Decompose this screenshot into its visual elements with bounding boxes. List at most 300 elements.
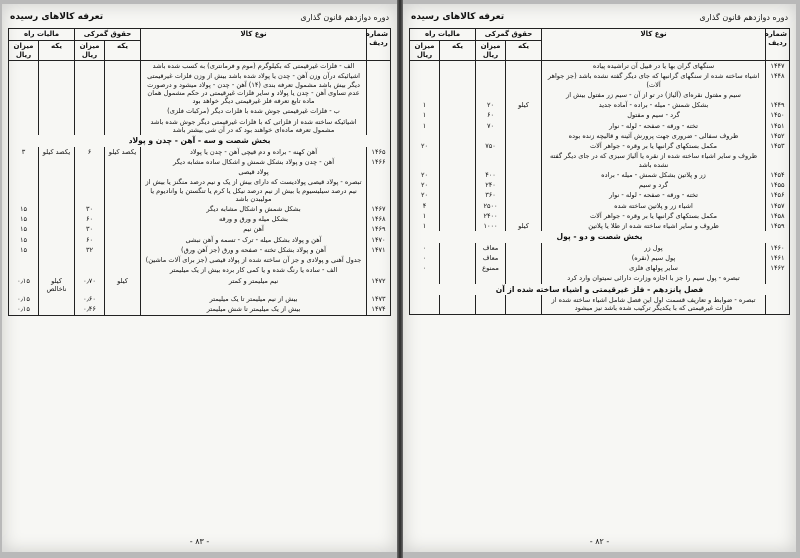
customs-unit xyxy=(105,61,141,72)
goods-description: اشیائیکه درآن وزن آهن - چدن یا پولاد شده باشد بیش از وزن فلزات غیرقیمتی دیگر بیش باشد مشمول تعرفه بندی (۱۴) آهن - چدن - پولاد میشود و درصورت عدم تساوی آهن - چدن یا پولاد و سایر فلزات غیرقیمتی در حکم مشمول همان ماده تابع تعرفه فلز غیرقیمتی دیگر خواهد بود xyxy=(141,71,367,106)
row-number: ۱۴۴۹ xyxy=(766,100,790,110)
customs-amount: ۳۰ xyxy=(75,204,105,214)
customs-amount: ۲۰ xyxy=(476,100,506,110)
row-number: ۱۴۵۲ xyxy=(766,131,790,141)
table-row xyxy=(410,273,790,283)
road-tax-unit xyxy=(39,235,75,245)
left-header-session: دوره دوازدهم قانون گذاری xyxy=(300,12,389,22)
road-tax-amount xyxy=(9,167,39,177)
customs-unit xyxy=(506,110,542,120)
customs-amount: ۳۰ xyxy=(75,224,105,234)
goods-description: آهن نیم xyxy=(141,224,367,234)
table-row xyxy=(410,211,790,221)
road-tax-amount: ۱۵ xyxy=(9,214,39,224)
road-tax-amount xyxy=(9,106,39,116)
road-tax-unit xyxy=(440,110,476,120)
customs-unit xyxy=(506,201,542,211)
customs-amount xyxy=(75,255,105,265)
table-row xyxy=(410,221,790,231)
road-tax-amount: ۴ xyxy=(410,201,440,211)
table-row xyxy=(9,106,391,116)
goods-description: ظروف و سایر اشیاء ساخته شده از طلا یا پلاتین xyxy=(542,221,766,231)
customs-amount xyxy=(476,131,506,141)
road-tax-amount: ۰٫۱۵ xyxy=(9,276,39,294)
road-tax-amount: ۰ xyxy=(410,253,440,263)
row-number: ۱۴۷۰ xyxy=(367,235,391,245)
customs-unit: یکصد کیلو xyxy=(105,147,141,157)
left-tariff-table xyxy=(8,28,391,316)
goods-description: آهن و پولاد بشکل میله - ترک - تسمه و آهن نبشی xyxy=(141,235,367,245)
road-tax-unit xyxy=(440,180,476,190)
row-number xyxy=(367,177,391,204)
goods-description: اشیائیکه ساخته شده از فلزاتی که با فلزات غیرقیمتی دیگر جوش شده باشد مشمول تعرفه ماده‌ای خواهند بود که در آن شی بیشتر باشد xyxy=(141,117,367,135)
road-tax-unit xyxy=(440,170,476,180)
goods-description: گرد و سیم xyxy=(542,180,766,190)
customs-unit xyxy=(105,117,141,135)
customs-unit xyxy=(105,177,141,204)
table-row xyxy=(9,204,391,214)
customs-unit: کیلو xyxy=(506,100,542,110)
customs-unit xyxy=(105,294,141,304)
customs-unit xyxy=(506,141,542,151)
row-number: ۱۴۷۳ xyxy=(367,294,391,304)
customs-amount: ۲۴۰۰ xyxy=(476,211,506,221)
customs-unit xyxy=(105,304,141,315)
table-row xyxy=(410,131,790,141)
row-number xyxy=(766,295,790,314)
row-number: ۱۴۶۲ xyxy=(766,263,790,273)
road-tax-unit xyxy=(39,224,75,234)
customs-unit xyxy=(506,243,542,253)
road-tax-unit xyxy=(39,265,75,275)
right-page-header xyxy=(411,10,788,24)
goods-description: اشیاء ساخته شده از سنگهای گرانبها که جای دیگر گفته نشده باشد (جز جواهر آلات) xyxy=(542,71,766,89)
table-row xyxy=(410,61,790,72)
road-tax-amount: ۱۵ xyxy=(9,245,39,255)
table-row xyxy=(410,253,790,263)
customs-unit xyxy=(105,265,141,275)
road-tax-unit xyxy=(39,177,75,204)
right-page-number: - ۸۲ - xyxy=(589,537,610,546)
row-number xyxy=(367,265,391,275)
road-tax-unit xyxy=(440,253,476,263)
road-tax-amount xyxy=(410,61,440,72)
row-number xyxy=(367,61,391,72)
table-row xyxy=(9,214,391,224)
col-customs-group: حقوق گمرکی xyxy=(75,29,141,41)
customs-unit xyxy=(105,245,141,255)
road-tax-unit xyxy=(440,151,476,169)
table-row xyxy=(9,61,391,72)
customs-amount: ۱۰۰۰ xyxy=(476,221,506,231)
road-tax-amount: ۱ xyxy=(410,110,440,120)
goods-description: بیش از یک میلیمتر تا شش میلیمتر xyxy=(141,304,367,315)
customs-amount: ۶۰ xyxy=(75,235,105,245)
goods-description: بشکل شمش - میله - براده - آماده جدید xyxy=(542,100,766,110)
customs-amount: ۶۰ xyxy=(75,214,105,224)
goods-description: گرد - سیم و مفتول xyxy=(542,110,766,120)
right-header-session: دوره دوازدهم قانون گذاری xyxy=(699,12,788,22)
customs-amount: ۰٫۶۰ xyxy=(75,294,105,304)
customs-unit xyxy=(105,167,141,177)
row-number xyxy=(766,90,790,100)
customs-amount xyxy=(75,157,105,167)
road-tax-unit xyxy=(440,61,476,72)
goods-description: تبصره - پولاد قیصی پولادیست که دارای بیش از یک و نیم درصد منگنز یا بیش از نیم درصد سیلیسیوم یا بیش از نیم درصد نیکل یا کرم یا تنگستن یا وانادیوم یا مولیبدن باشد xyxy=(141,177,367,204)
road-tax-amount: ۰٫۱۵ xyxy=(9,304,39,315)
row-number: ۱۴۵۶ xyxy=(766,190,790,200)
table-row xyxy=(410,100,790,110)
row-number xyxy=(766,273,790,283)
customs-amount: ۷۰ xyxy=(476,121,506,131)
col-amount: میزان ریال xyxy=(75,40,105,61)
customs-unit xyxy=(105,255,141,265)
road-tax-unit xyxy=(39,71,75,106)
table-row xyxy=(410,190,790,200)
table-row xyxy=(410,71,790,89)
goods-description: نیم میلیمتر و کمتر xyxy=(141,276,367,294)
customs-unit xyxy=(506,211,542,221)
road-tax-amount xyxy=(9,177,39,204)
customs-amount: ۶ xyxy=(75,147,105,157)
table-row xyxy=(9,265,391,275)
goods-description: تخته - ورقه - صفحه - لوله - نوار xyxy=(542,121,766,131)
goods-description: سنگهای گران بها یا در قبیل آن تراشیده پیاده xyxy=(542,61,766,72)
road-tax-unit: یکصد کیلو xyxy=(39,147,75,157)
row-number: ۱۴۷۲ xyxy=(367,276,391,294)
customs-amount: ۴۰۰ xyxy=(476,170,506,180)
road-tax-unit xyxy=(440,211,476,221)
col-row-no: شماره ردیف xyxy=(766,29,790,61)
road-tax-amount: ۳ xyxy=(9,147,39,157)
col-road-group: مالیات راه xyxy=(410,29,476,41)
row-number xyxy=(367,255,391,265)
customs-amount: معاف xyxy=(476,253,506,263)
col-road-unit: یکه xyxy=(39,40,75,61)
right-header-title: تعرفه کالاهای رسیده xyxy=(411,12,505,22)
road-tax-amount xyxy=(410,151,440,169)
row-number xyxy=(367,117,391,135)
road-tax-amount: ۱۵ xyxy=(9,224,39,234)
road-tax-unit xyxy=(39,255,75,265)
col-unit: یکه xyxy=(105,40,141,61)
table-row xyxy=(9,177,391,204)
road-tax-amount: ۱ xyxy=(410,221,440,231)
table-row xyxy=(410,121,790,131)
customs-amount xyxy=(476,273,506,283)
customs-unit xyxy=(105,204,141,214)
row-number: ۱۴۵۵ xyxy=(766,180,790,190)
table-row xyxy=(410,263,790,273)
goods-description: بیش از نیم میلیمتر تا یک میلیمتر xyxy=(141,294,367,304)
customs-unit xyxy=(506,295,542,314)
row-number: ۱۴۶۵ xyxy=(367,147,391,157)
row-number: ۱۴۶۶ xyxy=(367,157,391,167)
road-tax-unit xyxy=(440,201,476,211)
section-heading-row xyxy=(9,135,391,146)
road-tax-unit xyxy=(440,131,476,141)
goods-description: بشکل میله و ورق و ورقه xyxy=(141,214,367,224)
road-tax-unit xyxy=(440,190,476,200)
row-number: ۱۴۵۹ xyxy=(766,221,790,231)
row-number: ۱۴۶۰ xyxy=(766,243,790,253)
road-tax-unit xyxy=(440,263,476,273)
road-tax-amount: ۲۰ xyxy=(410,141,440,151)
customs-unit xyxy=(506,170,542,180)
road-tax-amount: ۰ xyxy=(410,243,440,253)
customs-unit xyxy=(506,90,542,100)
table-row xyxy=(410,170,790,180)
table-row xyxy=(9,245,391,255)
customs-unit xyxy=(105,106,141,116)
customs-unit xyxy=(506,273,542,283)
row-number: ۱۴۶۸ xyxy=(367,214,391,224)
road-tax-unit xyxy=(39,167,75,177)
goods-description: پول سیم (نقره) xyxy=(542,253,766,263)
customs-amount xyxy=(476,295,506,314)
table-row xyxy=(9,304,391,315)
goods-description: سیم و مفتول نقره‌ای (آلیاژ) در تو از آن - سیم زر مفتول بیش از xyxy=(542,90,766,100)
goods-description: تبصره - پول سیم را جز با اجازه وزارت دارائی نمیتوان وارد کرد xyxy=(542,273,766,283)
customs-amount: ۷۵۰ xyxy=(476,141,506,151)
row-number xyxy=(367,106,391,116)
customs-amount xyxy=(476,151,506,169)
goods-description: سایر پولهای فلزی xyxy=(542,263,766,273)
road-tax-unit xyxy=(39,214,75,224)
customs-amount xyxy=(75,117,105,135)
table-row xyxy=(9,255,391,265)
road-tax-amount xyxy=(9,255,39,265)
road-tax-amount: ۱۵ xyxy=(9,204,39,214)
road-tax-amount xyxy=(410,90,440,100)
col-road-unit: یکه xyxy=(440,40,476,61)
road-tax-unit xyxy=(440,273,476,283)
left-header-title: تعرفه کالاهای رسیده xyxy=(10,12,104,22)
col-goods: نوع کالا xyxy=(542,29,766,61)
customs-amount: ۰٫۴۶ xyxy=(75,304,105,315)
table-row xyxy=(9,157,391,167)
customs-amount: ۲۴۰ xyxy=(476,180,506,190)
row-number: ۱۴۵۷ xyxy=(766,201,790,211)
road-tax-unit xyxy=(39,157,75,167)
road-tax-amount xyxy=(9,157,39,167)
col-road-amount: میزان ریال xyxy=(410,40,440,61)
road-tax-amount xyxy=(9,265,39,275)
road-tax-amount: ۰٫۱۵ xyxy=(9,294,39,304)
road-tax-unit xyxy=(440,243,476,253)
customs-unit xyxy=(506,61,542,72)
table-row xyxy=(410,201,790,211)
row-number: ۱۴۵۳ xyxy=(766,141,790,151)
table-row xyxy=(9,294,391,304)
table-row xyxy=(410,141,790,151)
road-tax-unit xyxy=(39,204,75,214)
col-road-group: مالیات راه xyxy=(9,29,75,41)
goods-description: پول زر xyxy=(542,243,766,253)
goods-description: اشیاء زر و پلاتین ساخته شده xyxy=(542,201,766,211)
road-tax-unit xyxy=(39,61,75,72)
section-heading: بخش شصت و دو - پول xyxy=(410,231,790,242)
customs-unit xyxy=(506,253,542,263)
col-unit: یکه xyxy=(506,40,542,61)
table-row xyxy=(9,235,391,245)
road-tax-amount xyxy=(410,273,440,283)
goods-description: پولاد قیصی xyxy=(141,167,367,177)
customs-unit xyxy=(506,263,542,273)
road-tax-unit xyxy=(440,221,476,231)
table-row xyxy=(410,110,790,120)
goods-description: مکمل بستکهای گرانبها یا بر وقره - جواهر آلات xyxy=(542,211,766,221)
road-tax-unit xyxy=(39,245,75,255)
table-row xyxy=(9,117,391,135)
customs-unit xyxy=(105,71,141,106)
row-number: ۱۴۴۸ xyxy=(766,71,790,89)
customs-unit xyxy=(506,131,542,141)
customs-unit xyxy=(506,190,542,200)
road-tax-amount xyxy=(410,295,440,314)
section-heading: بخش شصت و سه - آهن - چدن و پولاد xyxy=(9,135,391,146)
goods-description: تبصره - ضوابط و تعاریف قسمت اول این فصل شامل اشیاء ساخته شده از فلزات غیرقیمتی که با یکدیگر ترکیب شده باشد نیز میشود xyxy=(542,295,766,314)
road-tax-amount: ۲۰ xyxy=(410,190,440,200)
customs-amount xyxy=(75,265,105,275)
table-row xyxy=(410,295,790,314)
customs-unit xyxy=(105,235,141,245)
row-number: ۱۴۴۷ xyxy=(766,61,790,72)
road-tax-unit xyxy=(39,294,75,304)
road-tax-amount: ۲۰ xyxy=(410,180,440,190)
table-row xyxy=(410,90,790,100)
road-tax-amount: ۱ xyxy=(410,121,440,131)
customs-unit xyxy=(506,71,542,89)
customs-amount xyxy=(75,71,105,106)
right-table-body xyxy=(410,61,790,314)
left-table-body xyxy=(9,61,391,315)
table-row xyxy=(9,167,391,177)
left-page xyxy=(2,4,397,552)
road-tax-unit xyxy=(39,304,75,315)
col-amount: میزان ریال xyxy=(476,40,506,61)
row-number xyxy=(367,167,391,177)
section-heading: فصل پانزدهم - فلز غیرقیمتی و اشیاء ساخته شده از آن xyxy=(410,284,790,295)
road-tax-amount xyxy=(9,71,39,106)
road-tax-amount xyxy=(410,131,440,141)
goods-description: آهن و پولاد بشکل تخته - صفحه و ورق (جز آهن ورق) xyxy=(141,245,367,255)
road-tax-amount: ۱۵ xyxy=(9,235,39,245)
road-tax-unit xyxy=(440,121,476,131)
road-tax-unit xyxy=(440,141,476,151)
customs-amount: ۶۰ xyxy=(476,110,506,120)
customs-amount xyxy=(75,61,105,72)
right-tariff-table xyxy=(409,28,790,315)
road-tax-unit xyxy=(440,295,476,314)
goods-description: الف - ساده یا رنگ شده و یا کمی کار برده بیش از یک میلیمتر xyxy=(141,265,367,275)
road-tax-unit xyxy=(39,117,75,135)
table-row xyxy=(9,276,391,294)
table-row xyxy=(410,151,790,169)
table-row xyxy=(9,71,391,106)
goods-description: بشکل شمش و اشکال مشابه دیگر xyxy=(141,204,367,214)
customs-unit xyxy=(105,157,141,167)
goods-description: الف - فلزات غیرقیمتی که بکیلوگرم (موم و فرمانتری) به کسب شده باشد xyxy=(141,61,367,72)
col-goods: نوع کالا xyxy=(141,29,367,61)
row-number: ۱۴۵۱ xyxy=(766,121,790,131)
section-heading-row xyxy=(410,231,790,242)
customs-amount: ۳۶۰ xyxy=(476,190,506,200)
road-tax-unit xyxy=(39,106,75,116)
customs-amount: ۲۵۰۰ xyxy=(476,201,506,211)
road-tax-unit: کیلو ناخالص xyxy=(39,276,75,294)
table-row xyxy=(9,224,391,234)
customs-unit xyxy=(506,121,542,131)
road-tax-amount xyxy=(9,117,39,135)
customs-unit: کیلو xyxy=(105,276,141,294)
row-number: ۱۴۷۱ xyxy=(367,245,391,255)
customs-unit xyxy=(105,224,141,234)
goods-description: مکمل بستکهای گرانبها یا بر وقره - جواهر آلات xyxy=(542,141,766,151)
customs-amount xyxy=(75,177,105,204)
customs-amount xyxy=(476,71,506,89)
table-row xyxy=(410,180,790,190)
customs-unit xyxy=(105,214,141,224)
customs-unit xyxy=(506,180,542,190)
road-tax-amount: ۱ xyxy=(410,211,440,221)
goods-description: آهن کهنه - براده و دم قیچی آهن - چدن یا پولاد xyxy=(141,147,367,157)
section-heading-row xyxy=(410,284,790,295)
table-row xyxy=(9,147,391,157)
left-page-header xyxy=(10,10,389,24)
road-tax-unit xyxy=(440,71,476,89)
row-number: ۱۴۶۹ xyxy=(367,224,391,234)
customs-amount xyxy=(476,90,506,100)
right-page xyxy=(403,4,796,552)
col-customs-group: حقوق گمرکی xyxy=(476,29,542,41)
customs-unit xyxy=(506,151,542,169)
customs-amount: ممنوع xyxy=(476,263,506,273)
row-number: ۱۴۷۴ xyxy=(367,304,391,315)
row-number xyxy=(367,71,391,106)
goods-description: تخته - ورقه - صفحه - لوله - نوار xyxy=(542,190,766,200)
left-page-number: - ۸۳ - xyxy=(189,537,210,546)
goods-description: جدول آهنی و پولادی و جز آن ساخته شده از پولاد قیصی (جز برای آلات ماشین) xyxy=(141,255,367,265)
row-number: ۱۴۶۱ xyxy=(766,253,790,263)
row-number: ۱۴۶۷ xyxy=(367,204,391,214)
goods-description: ظروف و سایر اشیاء ساخته شده از نقره یا آلیاژ سبزی که در جای دیگر گفته نشده باشد xyxy=(542,151,766,169)
col-road-amount: میزان ریال xyxy=(9,40,39,61)
road-tax-unit xyxy=(440,90,476,100)
customs-amount xyxy=(476,61,506,72)
row-number: ۱۴۵۸ xyxy=(766,211,790,221)
goods-description: ب - فلزات غیرقیمتی جوش شده با فلزات دیگر (مرکبات فلزی) xyxy=(141,106,367,116)
road-tax-amount xyxy=(410,71,440,89)
row-number: ۱۴۵۰ xyxy=(766,110,790,120)
row-number xyxy=(766,151,790,169)
table-row xyxy=(410,243,790,253)
row-number: ۱۴۵۴ xyxy=(766,170,790,180)
road-tax-amount: ۰ xyxy=(410,263,440,273)
col-row-no: شماره ردیف xyxy=(367,29,391,61)
customs-unit: کیلو xyxy=(506,221,542,231)
customs-amount: ۰٫۷۰ xyxy=(75,276,105,294)
customs-amount: ۳۲ xyxy=(75,245,105,255)
customs-amount: معاف xyxy=(476,243,506,253)
road-tax-unit xyxy=(440,100,476,110)
road-tax-amount xyxy=(9,61,39,72)
customs-amount xyxy=(75,106,105,116)
goods-description: زر و پلاتین بشکل شمش - میله - براده xyxy=(542,170,766,180)
road-tax-amount: ۲۰ xyxy=(410,170,440,180)
goods-description: آهن - چدن و پولاد بشکل شمش و اشکال ساده مشابه دیگر xyxy=(141,157,367,167)
road-tax-amount: ۱ xyxy=(410,100,440,110)
